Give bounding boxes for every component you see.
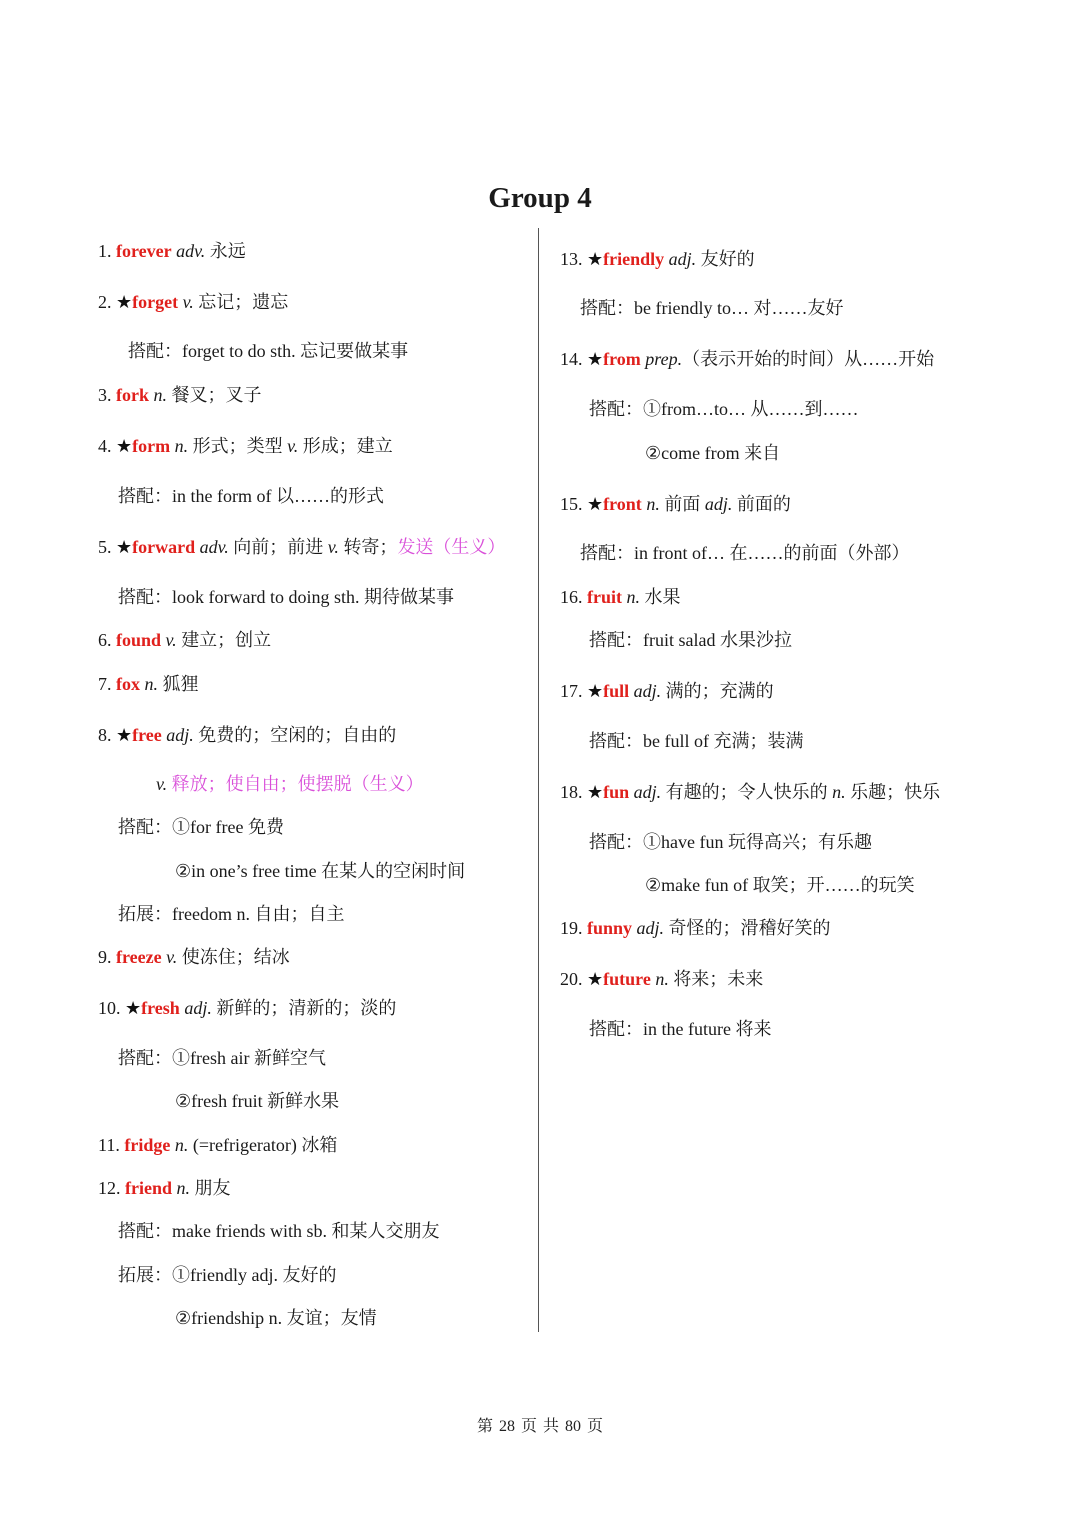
entry-funny <box>560 916 831 940</box>
headword: funny <box>587 918 633 938</box>
entry-number: 20. <box>560 969 583 989</box>
part-of-speech: v. <box>156 774 168 794</box>
headword: friend <box>125 1178 172 1198</box>
headword: forward <box>132 537 196 557</box>
part-of-speech: n. <box>176 1178 190 1198</box>
entry-fox <box>98 672 199 696</box>
part-of-speech: n. <box>144 674 158 694</box>
headword: future <box>603 969 651 989</box>
part-of-speech: adj. <box>184 998 212 1018</box>
entry-number: 3. <box>98 385 112 405</box>
entry-front <box>560 492 791 516</box>
entry-freeze <box>98 945 290 969</box>
entry-friend <box>98 1176 231 1200</box>
entry-number: 9. <box>98 947 112 967</box>
entry-number: 8. <box>98 725 112 745</box>
entry-full <box>560 679 774 703</box>
extended-meaning-line <box>156 772 424 796</box>
part-of-speech: adj. <box>636 918 665 938</box>
column-divider <box>538 228 539 1332</box>
part-of-speech: v. <box>182 292 194 312</box>
collocation-line: 搭配：look forward to doing sth. 期待做某事 <box>118 587 454 607</box>
extension-line: ②friendship n. 友谊；友情 <box>175 1308 377 1328</box>
footer-text: 页 <box>587 1418 604 1435</box>
part-of-speech: n. <box>174 1135 189 1155</box>
meaning: 满的；充满的 <box>665 681 774 701</box>
headword: forever <box>116 241 172 261</box>
collocation-line: 搭配：be full of 充满；装满 <box>589 731 804 751</box>
entry-future <box>560 967 763 991</box>
entry-number: 16. <box>560 587 583 607</box>
collocation-line: 搭配：forget to do sth. 忘记要做某事 <box>128 341 409 361</box>
entry-number: 13. <box>560 249 583 269</box>
meaning: 前面的 <box>736 494 791 514</box>
collocation-line: 搭配：①have fun 玩得高兴；有乐趣 <box>589 832 872 852</box>
collocation-line: 搭配：①fresh air 新鲜空气 <box>118 1048 326 1068</box>
headword: fruit <box>587 587 622 607</box>
entry-number: 12. <box>98 1178 121 1198</box>
meaning: 免费的；空闲的；自由的 <box>198 725 397 745</box>
entry-number: 18. <box>560 782 583 802</box>
entry-free <box>98 723 396 747</box>
meaning: 将来；未来 <box>673 969 764 989</box>
collocation-line: ②make fun of 取笑；开……的玩笑 <box>645 875 915 895</box>
star-icon: ★ <box>587 782 604 802</box>
extended-meaning: 发送（生义） <box>397 537 506 557</box>
entry-number: 6. <box>98 630 112 650</box>
meaning: 狐狸 <box>162 674 199 694</box>
part-of-speech: v. <box>287 436 299 456</box>
headword: fox <box>116 674 140 694</box>
headword: fresh <box>141 998 180 1018</box>
entry-forever <box>98 239 246 263</box>
meaning: 转寄； <box>343 537 398 557</box>
headword: fun <box>603 782 630 802</box>
part-of-speech: v. <box>165 630 177 650</box>
meaning: （表示开始的时间）从……开始 <box>682 349 935 369</box>
star-icon: ★ <box>587 349 604 369</box>
entry-fun <box>560 780 940 804</box>
extended-meaning: 释放；使自由；使摆脱（生义） <box>171 774 424 794</box>
meaning: 使冻住；结冰 <box>181 947 290 967</box>
headword: from <box>603 349 641 369</box>
headword: friendly <box>603 249 665 269</box>
star-icon: ★ <box>116 725 133 745</box>
star-icon: ★ <box>116 537 133 557</box>
headword: fork <box>116 385 149 405</box>
entry-number: 15. <box>560 494 583 514</box>
footer-text: 共 <box>543 1418 560 1435</box>
entry-friendly <box>560 247 755 271</box>
entry-fruit <box>560 585 681 609</box>
star-icon: ★ <box>587 249 604 269</box>
collocation-line: 搭配：①for free 免费 <box>118 817 284 837</box>
headword: freeze <box>116 947 162 967</box>
collocation-line: ②fresh fruit 新鲜水果 <box>175 1091 340 1111</box>
star-icon: ★ <box>125 998 142 1018</box>
meaning: 向前；前进 <box>233 537 324 557</box>
footer-text: 页 <box>520 1418 537 1435</box>
part-of-speech: n. <box>646 494 660 514</box>
collocation-line: ②in one’s free time 在某人的空闲时间 <box>175 861 466 881</box>
total-pages: 80 <box>565 1418 582 1435</box>
collocation-line: 搭配：①from…to… 从……到…… <box>589 399 859 419</box>
meaning: 餐叉；叉子 <box>171 385 262 405</box>
collocation-line: 搭配：in the future 将来 <box>589 1019 772 1039</box>
meaning: 建立；创立 <box>181 630 272 650</box>
collocation-line: 搭配：in the form of 以……的形式 <box>118 486 384 506</box>
entry-found <box>98 628 271 652</box>
entry-fridge <box>98 1133 337 1157</box>
meaning: 永远 <box>209 241 246 261</box>
part-of-speech: n. <box>174 436 189 456</box>
star-icon: ★ <box>587 969 604 989</box>
meaning: 形成；建立 <box>302 436 393 456</box>
meaning: 形式；类型 <box>192 436 283 456</box>
part-of-speech: prep. <box>645 349 683 369</box>
entry-fresh <box>98 996 396 1020</box>
entry-fork <box>98 383 262 407</box>
part-of-speech: adv. <box>199 537 229 557</box>
entry-forget <box>98 290 288 314</box>
meaning: 友好的 <box>700 249 755 269</box>
meaning: 有趣的；令人快乐的 <box>665 782 828 802</box>
star-icon: ★ <box>587 494 604 514</box>
part-of-speech: adj. <box>166 725 194 745</box>
extension-line: 拓展：freedom n. 自由；自主 <box>118 904 345 924</box>
entry-number: 17. <box>560 681 583 701</box>
entry-number: 4. <box>98 436 112 456</box>
part-of-speech: adj. <box>668 249 697 269</box>
collocation-line: 搭配：make friends with sb. 和某人交朋友 <box>118 1221 440 1241</box>
footer-text: 第 <box>476 1418 493 1435</box>
part-of-speech: n. <box>655 969 669 989</box>
entry-forward <box>98 535 505 559</box>
part-of-speech: adv. <box>176 241 206 261</box>
meaning: (=refrigerator) 冰箱 <box>192 1135 338 1155</box>
collocation-line: 搭配：fruit salad 水果沙拉 <box>589 630 792 650</box>
entry-number: 7. <box>98 674 112 694</box>
entry-form <box>98 434 393 458</box>
meaning: 忘记；遗忘 <box>198 292 289 312</box>
part-of-speech: n. <box>153 385 167 405</box>
entry-number: 2. <box>98 292 112 312</box>
headword: full <box>603 681 630 701</box>
part-of-speech: n. <box>832 782 846 802</box>
part-of-speech: adj. <box>633 782 662 802</box>
entry-number: 10. <box>98 998 121 1018</box>
entry-number: 19. <box>560 918 583 938</box>
part-of-speech: adj. <box>704 494 733 514</box>
collocation-line: ②come from 来自 <box>645 443 781 463</box>
entry-number: 14. <box>560 349 583 369</box>
entry-number: 1. <box>98 241 112 261</box>
entry-number: 5. <box>98 537 112 557</box>
meaning: 朋友 <box>194 1178 231 1198</box>
page-title: Group 4 <box>488 182 592 214</box>
meaning: 乐趣；快乐 <box>850 782 941 802</box>
star-icon: ★ <box>116 292 133 312</box>
collocation-line: 搭配：be friendly to… 对……友好 <box>580 298 844 318</box>
part-of-speech: n. <box>626 587 640 607</box>
headword: fridge <box>124 1135 171 1155</box>
meaning: 奇怪的；滑稽好笑的 <box>668 918 831 938</box>
extension-line: 拓展：①friendly adj. 友好的 <box>118 1265 337 1285</box>
meaning: 水果 <box>644 587 681 607</box>
page-number: 28 <box>498 1418 515 1435</box>
part-of-speech: v. <box>327 537 339 557</box>
headword: front <box>603 494 642 514</box>
collocation-line: 搭配：in front of… 在……的前面（外部） <box>580 543 910 563</box>
star-icon: ★ <box>116 436 133 456</box>
meaning: 新鲜的；清新的；淡的 <box>216 998 397 1018</box>
page-footer <box>0 1413 1080 1436</box>
star-icon: ★ <box>587 681 604 701</box>
headword: form <box>132 436 171 456</box>
meaning: 前面 <box>664 494 701 514</box>
entry-number: 11. <box>98 1135 120 1155</box>
headword: found <box>116 630 162 650</box>
part-of-speech: v. <box>166 947 178 967</box>
part-of-speech: adj. <box>633 681 662 701</box>
entry-from <box>560 347 934 371</box>
headword: free <box>132 725 162 745</box>
headword: forget <box>132 292 179 312</box>
